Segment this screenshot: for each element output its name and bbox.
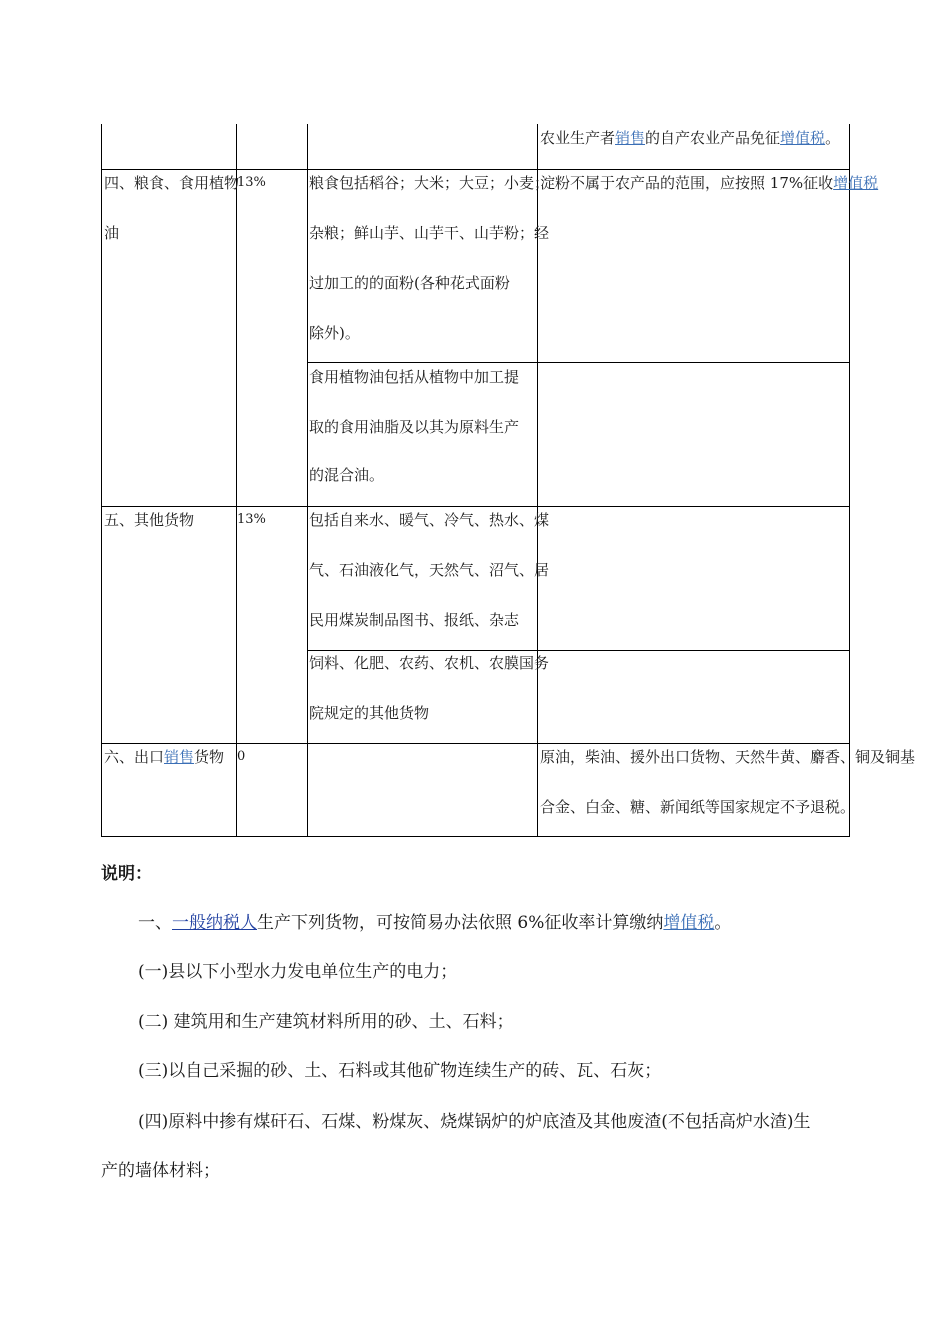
table-cell-description: 取的食用油脂及以其为原料生产 (309, 418, 520, 436)
table-line (236, 124, 237, 837)
table-cell-category: 五、其他货物 (104, 511, 195, 529)
table-line (101, 124, 102, 837)
table-cell-description: 粮食包括稻谷；大米；大豆；小麦； (309, 174, 550, 192)
list-item: (二) 建筑用和生产建筑材料所用的砂、土、石料； (138, 1012, 514, 1032)
cell-text: 货物 (194, 748, 225, 766)
paragraph (138, 898, 731, 948)
cell-text: 六、出口 (104, 748, 165, 766)
general-taxpayer-link[interactable]: 一般纳税人 (172, 913, 257, 933)
table-cell-description: 杂粮；鲜山芋、山芋干、山芋粉；经 (309, 224, 550, 242)
table-cell-rate: 13% (237, 512, 266, 527)
table-line (849, 124, 850, 837)
table-line (101, 836, 850, 837)
cell-text: 的自产农业产品免征 (645, 129, 781, 147)
table-cell-description: 除外)。 (309, 324, 360, 342)
section-heading: 说明： (101, 864, 152, 884)
list-item: (三)以自己采掘的砂、土、石料或其他矿物连续生产的砖、瓦、石灰； (138, 1061, 662, 1081)
table-cell-note: 合金、白金、糖、新闻纸等国家规定不予退税。 (540, 798, 856, 816)
table-line (307, 124, 308, 837)
table-cell-note (540, 158, 878, 208)
table-cell-category (104, 732, 224, 782)
table-cell-rate: 0 (237, 749, 246, 764)
table-cell-note: 原油，柴油、援外出口货物、天然牛黄、麝香、铜及铜基 (540, 748, 916, 766)
vat-link[interactable]: 增值税 (780, 129, 826, 147)
sales-link[interactable]: 销售 (615, 129, 646, 147)
paragraph-text: 一、 (138, 913, 172, 933)
cell-text: 农业生产者 (540, 129, 616, 147)
list-item: (一)县以下小型水力发电单位生产的电力； (138, 962, 458, 982)
table-cell-description: 过加工的的面粉(各种花式面粉 (309, 274, 510, 292)
table-cell-description: 食用植物油包括从植物中加工提 (309, 368, 520, 386)
paragraph-text: 。 (714, 913, 732, 933)
list-item: (四)原料中掺有煤矸石、石煤、粉煤灰、烧煤锅炉的炉底渣及其他废渣(不包括高炉水渣)生 (138, 1112, 811, 1132)
table-cell-description: 民用煤炭制品图书、报纸、杂志 (309, 611, 520, 629)
table-cell-rate: 13% (237, 175, 266, 190)
table-cell-description: 包括自来水、暖气、冷气、热水、煤 (309, 511, 550, 529)
vat-link[interactable]: 增值税 (833, 174, 879, 192)
cell-text: 。 (825, 129, 841, 147)
table-cell-description: 院规定的其他货物 (309, 704, 430, 722)
table-cell-category: 四、粮食、食用植物 (104, 174, 240, 192)
table-cell-category: 油 (104, 224, 120, 242)
table-cell-description: 的混合油。 (309, 466, 385, 484)
table-cell-description: 饲料、化肥、农药、农机、农膜国务 (309, 654, 550, 672)
list-item-continuation: 产的墙体材料； (101, 1161, 220, 1181)
table-cell-description: 气、石油液化气，天然气、沼气、居 (309, 561, 550, 579)
paragraph-text: 生产下列货物，可按简易办法依照 6%征收率计算缴纳 (257, 913, 664, 933)
cell-text: 淀粉不属于农产品的范围，应按照 17%征收 (540, 174, 834, 192)
sales-link[interactable]: 销售 (164, 748, 195, 766)
table-cell-note (540, 113, 840, 163)
vat-link[interactable]: 增值税 (663, 913, 715, 933)
